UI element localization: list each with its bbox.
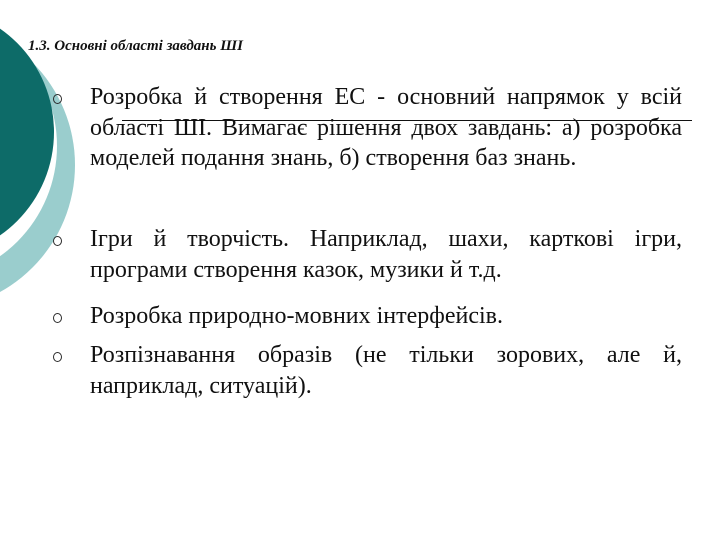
bullet-item-patterns xyxy=(90,340,682,401)
bullet-text: Ігри й творчість. Наприклад, шахи, карткові ігри, програми створення казок, музики й т.д. xyxy=(90,226,682,283)
bullet-item-games xyxy=(90,224,682,285)
bullet-item-nli xyxy=(90,301,682,332)
bullet-ring-icon xyxy=(53,236,62,246)
bullet-text: Розробка й створення ЕС - основний напрямок у всій області ШІ. Вимагає рішення двох завдань: а) розробка моделей подання знань, б) створення баз знань. xyxy=(90,84,682,171)
slide-title: 1.3. Основні області завдань ШІ xyxy=(28,38,243,54)
bullet-ring-icon xyxy=(53,313,62,323)
bullet-text: Розробка природно-мовних інтерфейсів. xyxy=(90,303,503,329)
bullet-ring-icon xyxy=(53,352,62,362)
bullet-text: Розпізнавання образів (не тільки зорових, але й, наприклад, ситуацій). xyxy=(90,342,682,399)
bullet-ring-icon xyxy=(53,94,62,104)
bullet-item-es xyxy=(90,82,682,174)
